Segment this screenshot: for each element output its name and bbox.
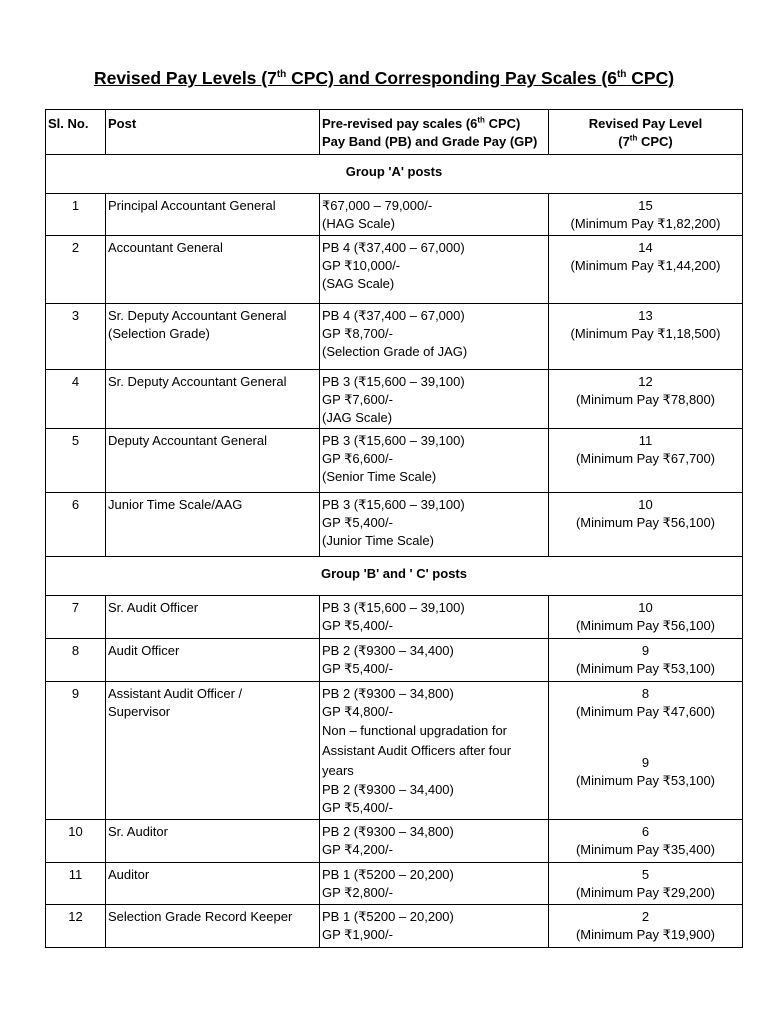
pre-revised-cell: PB 4 (₹37,400 – 67,000) GP ₹8,700/- (Selection Grade of JAG) <box>320 304 549 370</box>
sl-no: 3 <box>46 304 106 370</box>
header-sl-no: Sl. No. <box>46 110 106 155</box>
post-cell: Principal Accountant General <box>106 194 320 236</box>
table-row <box>46 194 743 236</box>
table-row <box>46 905 743 948</box>
revised-level-cell: 10 (Minimum Pay ₹56,100) <box>549 493 743 557</box>
sl-no: 11 <box>46 863 106 905</box>
post-cell: Assistant Audit Officer / Supervisor <box>106 682 320 820</box>
table-row <box>46 493 743 557</box>
pre-revised-cell: PB 1 (₹5200 – 20,200) GP ₹1,900/- <box>320 905 549 948</box>
pre-revised-cell: PB 2 (₹9300 – 34,800) GP ₹4,200/- <box>320 820 549 863</box>
table-row <box>46 596 743 639</box>
post-cell: Auditor <box>106 863 320 905</box>
post-cell: Sr. Auditor <box>106 820 320 863</box>
revised-level-cell: 6 (Minimum Pay ₹35,400) <box>549 820 743 863</box>
post-cell: Selection Grade Record Keeper <box>106 905 320 948</box>
pre-revised-cell: PB 3 (₹15,600 – 39,100) GP ₹5,400/- (Junior Time Scale) <box>320 493 549 557</box>
post-cell: Sr. Deputy Accountant General (Selection Grade) <box>106 304 320 370</box>
pre-revised-cell: PB 2 (₹9300 – 34,800) GP ₹4,800/- Non – functional upgradation for Assistant Audit Officers after four years PB 2 (₹9300 – 34,400) GP ₹5,400/- <box>320 682 549 820</box>
revised-level-cell: 14 (Minimum Pay ₹1,44,200) <box>549 236 743 304</box>
revised-level-cell: 10 (Minimum Pay ₹56,100) <box>549 596 743 639</box>
header-revised-level: Revised Pay Level (7th CPC) <box>549 110 743 155</box>
sl-no: 5 <box>46 429 106 493</box>
group-row <box>46 155 743 194</box>
pre-revised-cell: PB 3 (₹15,600 – 39,100) GP ₹6,600/- (Senior Time Scale) <box>320 429 549 493</box>
revised-level-cell: 12 (Minimum Pay ₹78,800) <box>549 370 743 429</box>
sl-no: 6 <box>46 493 106 557</box>
pre-revised-cell: ₹67,000 – 79,000/- (HAG Scale) <box>320 194 549 236</box>
pre-revised-cell: PB 3 (₹15,600 – 39,100) GP ₹7,600/- (JAG Scale) <box>320 370 549 429</box>
sl-no: 10 <box>46 820 106 863</box>
sl-no: 12 <box>46 905 106 948</box>
sl-no: 9 <box>46 682 106 820</box>
header-row <box>46 110 743 155</box>
post-cell: Junior Time Scale/AAG <box>106 493 320 557</box>
revised-level-cell: 2 (Minimum Pay ₹19,900) <box>549 905 743 948</box>
header-pre-revised: Pre-revised pay scales (6th CPC) Pay Band (PB) and Grade Pay (GP) <box>320 110 549 155</box>
revised-level-cell: 5 (Minimum Pay ₹29,200) <box>549 863 743 905</box>
post-cell: Sr. Audit Officer <box>106 596 320 639</box>
revised-level-cell: 8 (Minimum Pay ₹47,600) 9 (Minimum Pay ₹53,100) <box>549 682 743 820</box>
group-row <box>46 557 743 596</box>
sl-no: 4 <box>46 370 106 429</box>
pre-revised-cell: PB 2 (₹9300 – 34,400) GP ₹5,400/- <box>320 639 549 682</box>
sl-no: 1 <box>46 194 106 236</box>
revised-level-cell: 11 (Minimum Pay ₹67,700) <box>549 429 743 493</box>
sl-no: 8 <box>46 639 106 682</box>
table-row <box>46 304 743 370</box>
table-row <box>46 682 743 820</box>
table-row <box>46 820 743 863</box>
revised-level-cell: 13 (Minimum Pay ₹1,18,500) <box>549 304 743 370</box>
pre-revised-cell: PB 4 (₹37,400 – 67,000) GP ₹10,000/- (SAG Scale) <box>320 236 549 304</box>
pre-revised-cell: PB 3 (₹15,600 – 39,100) GP ₹5,400/- <box>320 596 549 639</box>
page-title: Revised Pay Levels (7th CPC) and Corresponding Pay Scales (6th CPC) <box>93 68 675 88</box>
header-post: Post <box>106 110 320 155</box>
sl-no: 7 <box>46 596 106 639</box>
table-row <box>46 236 743 304</box>
group-bc-label: Group 'B' and ' C' posts <box>46 557 743 596</box>
table-row <box>46 639 743 682</box>
pre-revised-cell: PB 1 (₹5200 – 20,200) GP ₹2,800/- <box>320 863 549 905</box>
table-row <box>46 370 743 429</box>
post-cell: Audit Officer <box>106 639 320 682</box>
revised-level-cell: 9 (Minimum Pay ₹53,100) <box>549 639 743 682</box>
table-row <box>46 863 743 905</box>
group-a-label: Group 'A' posts <box>46 155 743 194</box>
post-cell: Accountant General <box>106 236 320 304</box>
revised-level-cell: 15 (Minimum Pay ₹1,82,200) <box>549 194 743 236</box>
table-row <box>46 429 743 493</box>
pay-table <box>45 109 743 948</box>
sl-no: 2 <box>46 236 106 304</box>
post-cell: Deputy Accountant General <box>106 429 320 493</box>
post-cell: Sr. Deputy Accountant General <box>106 370 320 429</box>
